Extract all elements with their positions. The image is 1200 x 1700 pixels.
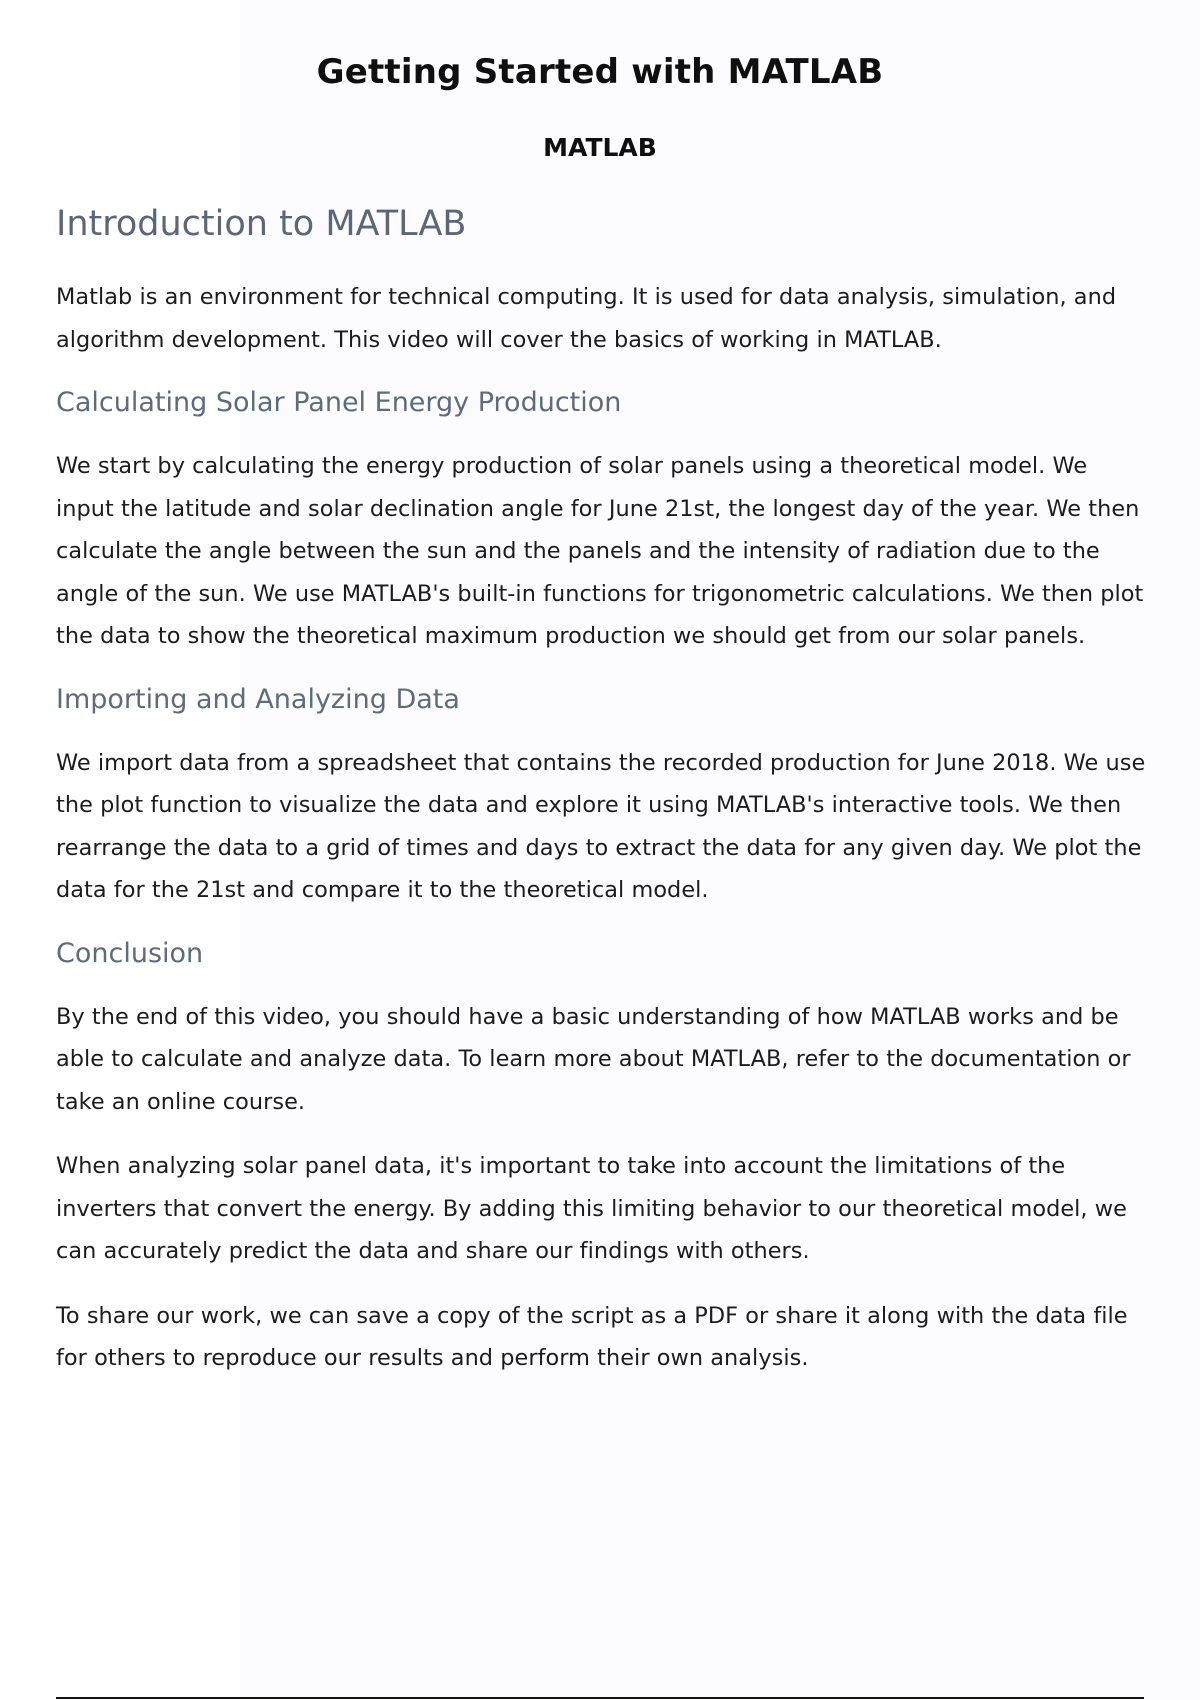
sharing-paragraph: To share our work, we can save a copy of the script as a PDF or share it along with the data file for others to reproduce our results and perform their own analysis. [56, 1302, 1128, 1371]
solar-heading: Calculating Solar Panel Energy Production [56, 387, 622, 418]
conclusion-heading: Conclusion [56, 937, 204, 969]
importing-paragraph: We import data from a spreadsheet that contains the recorded production for June 2018. We use the plot function to visualize the data and explore it using MATLAB's interactive tools. We then rearrange the data to a grid of times and days to extract the data for any given day. We plot the data for the 21st and compare it to the theoretical model. [56, 749, 1146, 903]
footer-divider [56, 1697, 1144, 1699]
conclusion-paragraph: By the end of this video, you should have a basic understanding of how MATLAB works and be able to calculate and analyze data. To learn more about MATLAB, refer to the documentation or take an online course. [56, 1003, 1131, 1115]
importing-heading: Importing and Analyzing Data [56, 683, 460, 715]
intro-paragraph: Matlab is an environment for technical computing. It is used for data analysis, simulation, and algorithm development. This video will cover the basics of working in MATLAB. [56, 284, 1117, 353]
solar-paragraph: We start by calculating the energy production of solar panels using a theoretical model. We input the latitude and solar declination angle for June 21st, the longest day of the year. We then calculate the angle between the sun and the panels and the intensity of radiation due to the angle of the sun. We use MATLAB's built-in functions for trigonometric calculations. We then plot the data to show the theoretical maximum production we should get from our solar panels. [56, 453, 1144, 649]
document-title: Getting Started with MATLAB [316, 52, 884, 92]
document-content [56, 200, 1146, 1402]
inverter-paragraph: When analyzing solar panel data, it's important to take into account the limitations of the inverters that convert the energy. By adding this limiting behavior to our theoretical model, we can accurately predict the data and share our findings with others. [56, 1153, 1127, 1264]
document-subtitle: MATLAB [543, 133, 657, 162]
intro-heading: Introduction to MATLAB [56, 204, 467, 244]
